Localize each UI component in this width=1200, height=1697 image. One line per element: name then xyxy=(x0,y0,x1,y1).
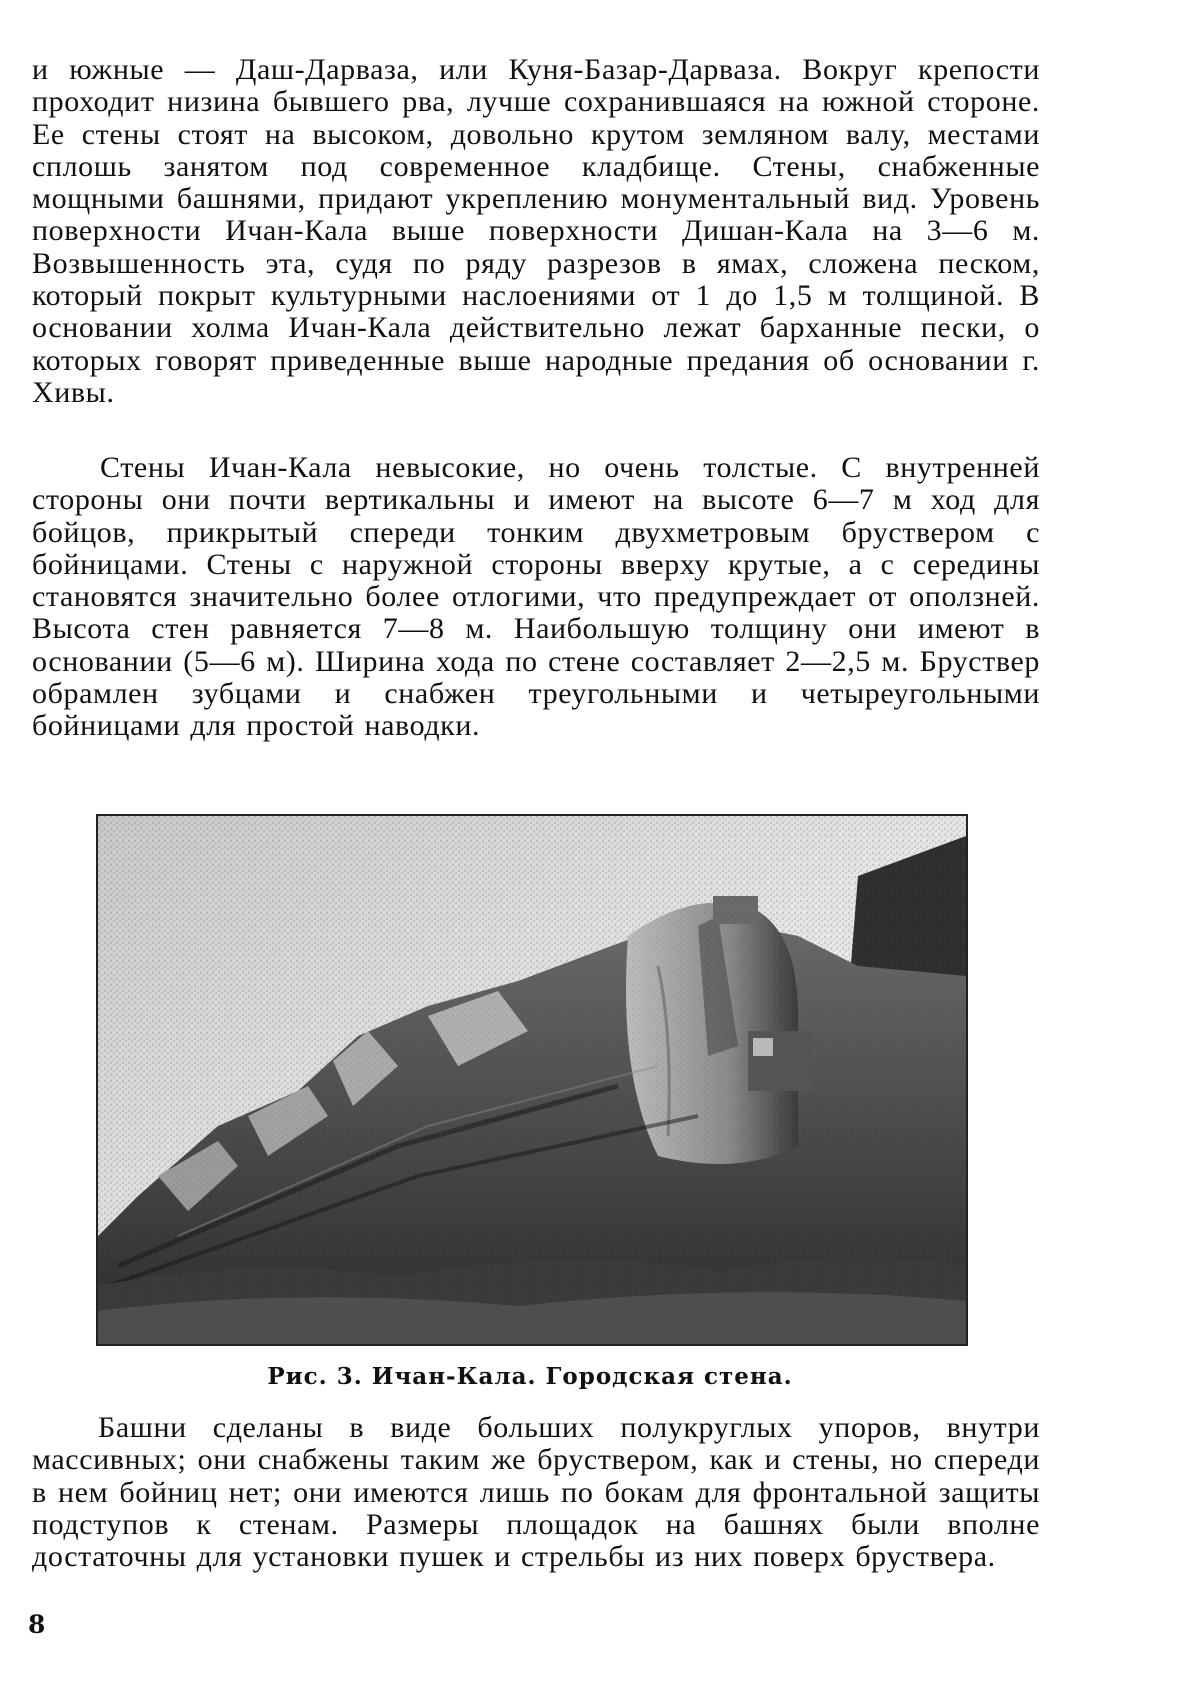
paragraph-1: и южные — Даш-Дарваза, или Куня-Базар-Дарваза. Вокруг крепости проходит низина бывшего рва, лучше сохранившаяся на южной стороне. Ее стены стоят на высоком, довольно крутом земляном валу, местами сплошь занятом под современное кладбище. Стены, снабженные мощными башнями, придают укреплению монументальный вид. Уровень поверхности Ичан-Кала выше поверхности Дишан-Кала на 3—6 м. Возвышенность эта, судя по ряду разрезов в ямах, сложена песком, который покрыт культурными наслоениями от 1 до 1,5 м толщиной. В основании холма Ичан-Кала действительно лежат барханные пески, о которых говорят приведенные выше народные предания об основании г. Хивы. xyxy=(32,53,1040,409)
paragraph-3: Башни сделаны в виде больших полукруглых упоров, внутри массивных; они снабжены таким же бруствером, как и стены, но спереди в нем бойниц нет; они имеются лишь по бокам для фронтальной защиты подступов к стенам. Размеры площадок на башнях были вполне достаточны для установки пушек и стрельбы из них поверх бруствера. xyxy=(32,1411,1040,1574)
figure-caption: Рис. 3. Ичан-Кала. Городская стена. xyxy=(267,1363,793,1390)
city-wall-photo xyxy=(96,814,968,1346)
paragraph-2: Стены Ичан-Кала невысокие, но очень толстые. С внутренней стороны они почти вертикальны и имеют на высоте 6—7 м ход для бойцов, прикрытый спереди тонким двухметровым бруствером с бойницами. Стены с наружной стороны вверху крутые, а с середины становятся значительно более отлогими, что предупреждает от оползней. Высота стен равняется 7—8 м. Наибольшую толщину они имеют в основании (5—6 м). Ширина хода по стене составляет 2—2,5 м. Бруствер обрамлен зубцами и снабжен треугольными и четыреугольными бойницами для простой наводки. xyxy=(32,451,1040,743)
page-number: 8 xyxy=(28,1610,46,1639)
